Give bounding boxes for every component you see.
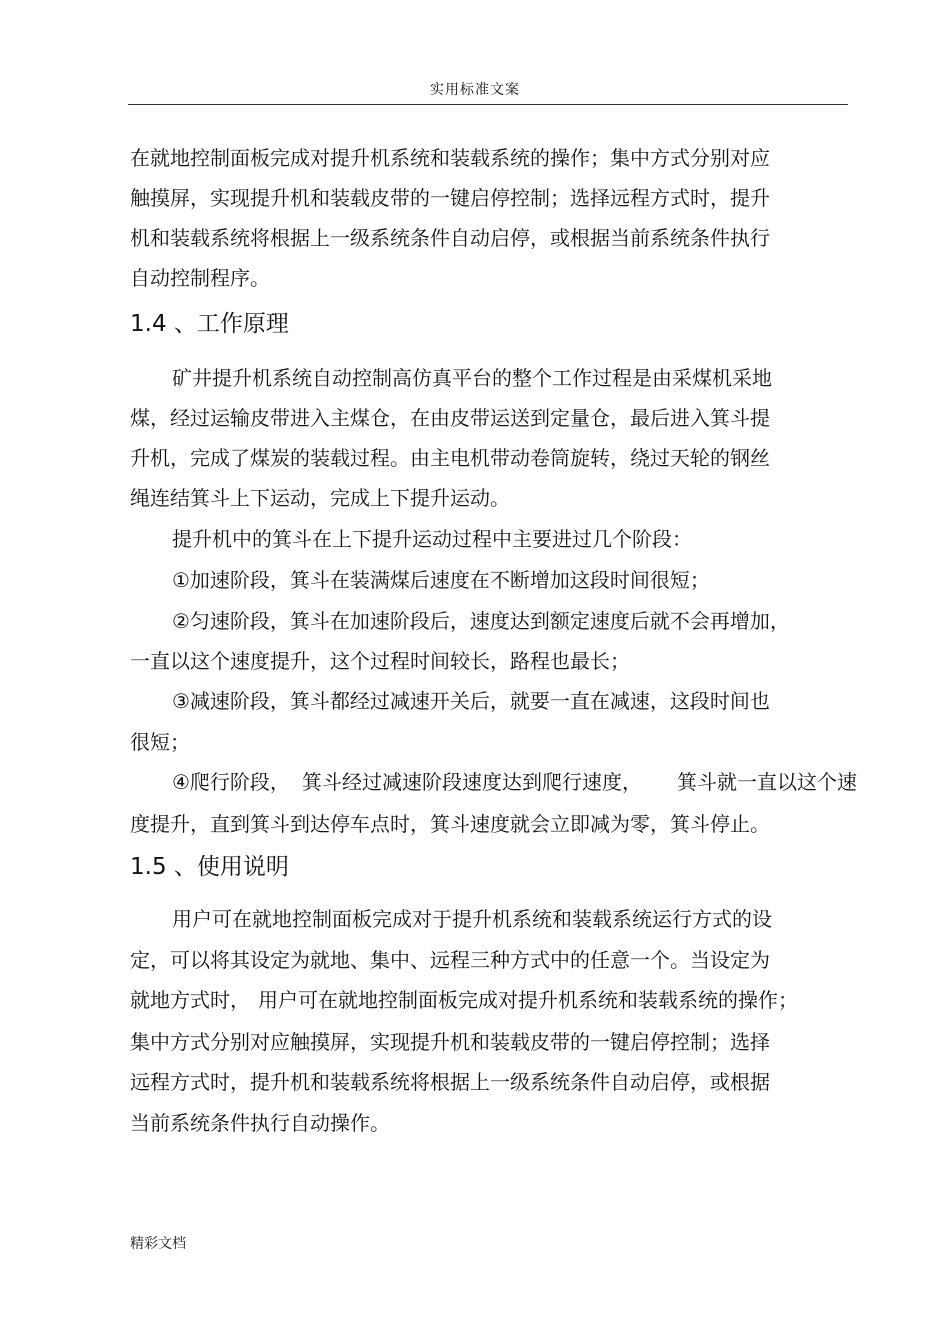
- paragraph-line: 煤，经过运输皮带进入主煤仓，在由皮带运送到定量仓，最后进入箕斗提: [130, 406, 770, 430]
- stage-4-line: ④爬行阶段，: [172, 770, 290, 794]
- stage-3-line: ③减速阶段，箕斗都经过减速开关后，就要一直在减速，这段时间也: [172, 689, 770, 713]
- paragraph-line: 升机，完成了煤炭的装载过程。由主电机带动卷筒旋转，绕过天轮的钢丝: [130, 446, 770, 470]
- paragraph-line: 自动控制程序。: [130, 266, 270, 290]
- paragraph-line: 矿井提升机系统自动控制高仿真平台的整个工作过程是由采煤机采地: [172, 366, 772, 390]
- stage-4-line: 度提升，直到箕斗到达停车点时，箕斗速度就会立即减为零，箕斗停止。: [130, 812, 770, 836]
- stage-2-line: ②匀速阶段，箕斗在加速阶段后，速度达到额定速度后就不会再增加，: [172, 609, 790, 633]
- paragraph-line: 提升机中的箕斗在上下提升运动过程中主要进过几个阶段：: [172, 527, 692, 551]
- paragraph-line: 当前系统条件执行自动操作。: [130, 1111, 390, 1135]
- stage-4-line: 箕斗就一直以这个速: [677, 770, 857, 794]
- header-rule: [128, 104, 848, 105]
- section-heading-1-4: 1.4 、工作原理: [130, 311, 289, 337]
- paragraph-line: 绳连结箕斗上下运动，完成上下提升运动。: [130, 486, 510, 510]
- stage-1-line: ①加速阶段，箕斗在装满煤后速度在不断增加这段时间很短；: [172, 568, 710, 592]
- page-header: 实用标准文案: [430, 82, 520, 98]
- paragraph-line: 用户可在就地控制面板完成对于提升机系统和装载系统运行方式的设: [172, 907, 772, 931]
- paragraph-line: 定，可以将其设定为就地、集中、远程三种方式中的任意一个。当设定为: [130, 948, 770, 972]
- stage-2-line: 一直以这个速度提升，这个过程时间较长，路程也最长；: [130, 649, 630, 673]
- stage-3-line: 很短；: [130, 730, 190, 754]
- paragraph-line: 集中方式分别对应触摸屏，实现提升机和装载皮带的一键启停控制；选择: [130, 1030, 770, 1054]
- paragraph-line: 远程方式时，提升机和装载系统将根据上一级系统条件自动启停，或根据: [130, 1070, 770, 1094]
- section-heading-1-5: 1.5 、使用说明: [130, 854, 289, 880]
- page-footer: 精彩文档: [130, 1236, 186, 1252]
- paragraph-line: 机和装载系统将根据上一级系统条件自动启停，或根据当前系统条件执行: [130, 226, 770, 250]
- paragraph-line: 触摸屏，实现提升机和装载皮带的一键启停控制；选择远程方式时，提升: [130, 186, 770, 210]
- paragraph-line: 就地方式时，: [130, 988, 250, 1012]
- paragraph-line: 用户可在就地控制面板完成对提升机系统和装载系统的操作；: [258, 988, 798, 1012]
- stage-4-line: 箕斗经过减速阶段速度达到爬行速度，: [302, 770, 642, 794]
- paragraph-line: 在就地控制面板完成对提升机系统和装载系统的操作；集中方式分别对应: [130, 146, 770, 170]
